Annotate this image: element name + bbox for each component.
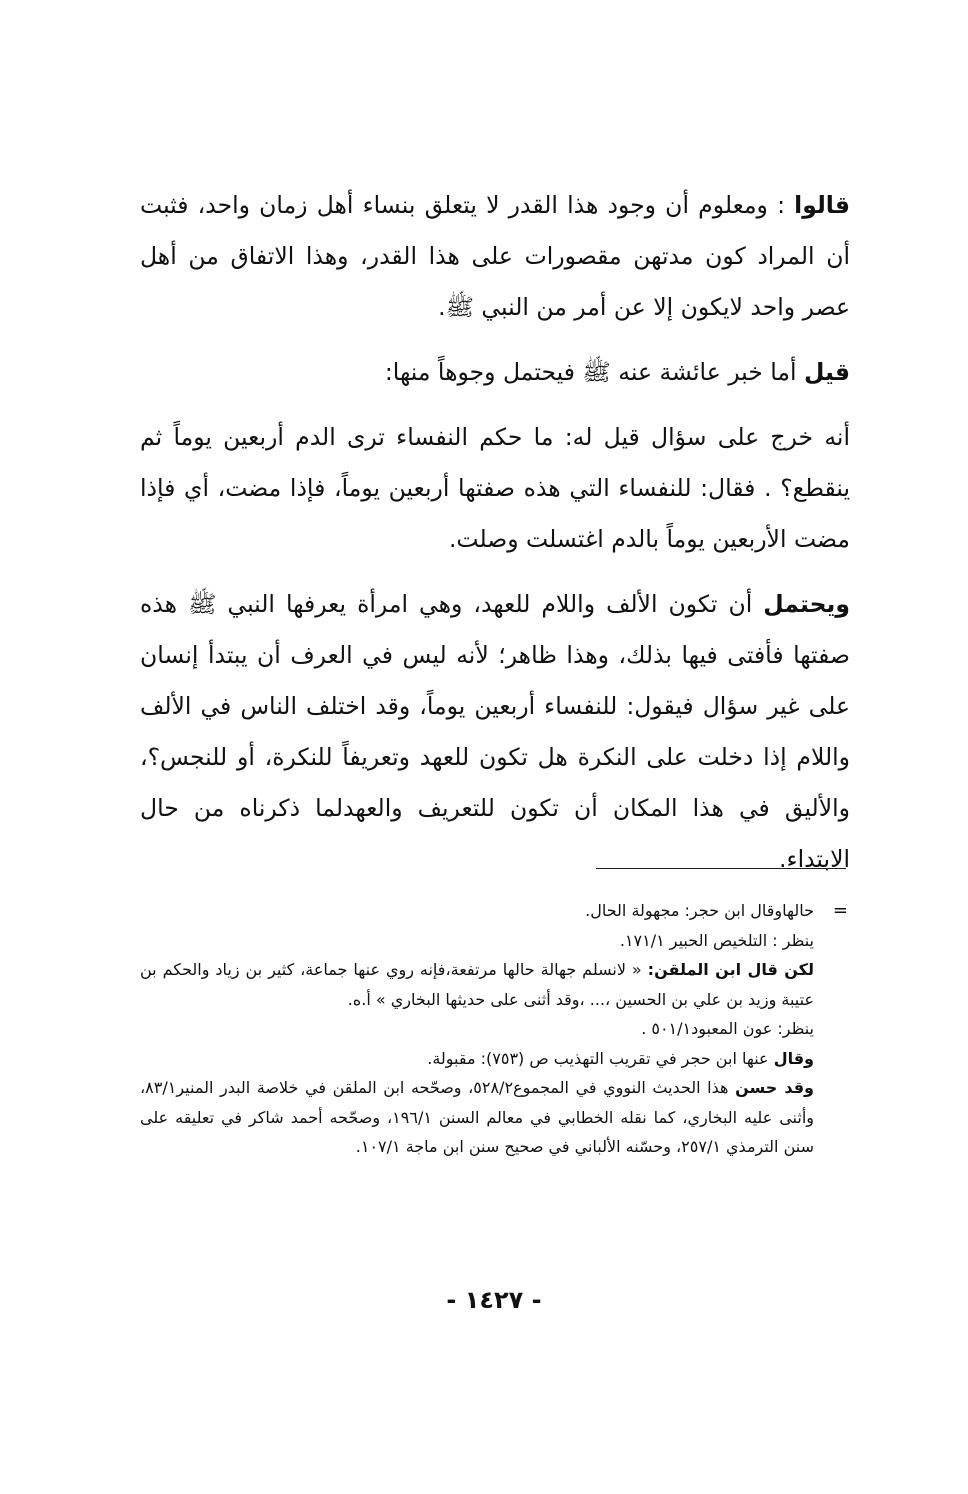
main-text	[140, 180, 850, 899]
footnote-3-text: « لانسلم جهالة حالها مرتفعة،فإنه روي عنها جماعة، كثير بن زياد والحكم بن عتيبة وزيد بن علي بن الحسين ،... ،وقد أثنى على حديثها البخاري » أ.ه.	[140, 960, 814, 1009]
footnote-1-text: حالهاوقال ابن حجر: مجهولة الحال.	[585, 901, 814, 920]
footnote-line-6	[140, 1073, 850, 1162]
footnote-3-lead: لكن قال ابن الملقن:	[647, 960, 814, 979]
paragraph-2-text: أما خبر عائشة عنه ﷺ فيحتمل وجوهاً منها:	[384, 358, 797, 386]
footnote-line-2	[140, 926, 850, 956]
footnote-5-text: عنها ابن حجر في تقريب التهذيب ص (٧٥٣): مقبولة.	[427, 1048, 769, 1068]
footnote-4-text: ينظر: عون المعبود٥٠١/١ .	[641, 1019, 814, 1038]
footnote-5-lead: وقال	[773, 1048, 814, 1068]
paragraph-1-text: : ومعلوم أن وجود هذا القدر لا يتعلق بنساء أهل زمان واحد، فثبت أن المراد كون مدتهن مقصورات على هذا القدر، وهذا الاتفاق من أهل عصر واحد لايكون إلا عن أمر من النبي ﷺ.	[140, 191, 850, 321]
paragraph-1-lead: قالوا	[794, 191, 850, 219]
paragraph-2-lead: قيل	[804, 358, 850, 386]
footnote-line-4	[140, 1014, 850, 1044]
footnote-line-1	[140, 896, 850, 926]
footnotes	[140, 896, 850, 1162]
continuation-mark: =	[832, 900, 848, 921]
footnote-line-3	[140, 955, 850, 1014]
paragraph-4	[140, 579, 850, 885]
footnote-2-text: ينظر : التلخيص الحبير ١٧١/١.	[619, 930, 814, 950]
paragraph-3-text: أنه خرج على سؤال قيل له: ما حكم النفساء ترى الدم أربعين يوماً ثم ينقطع؟ . فقال: للنفساء التي هذه صفتها أربعين يوماً، فإذا مضت، أي فإذا مضت الأربعين يوماً بالدم اغتسلت وصلت.	[140, 423, 850, 553]
footnote-divider	[596, 868, 846, 869]
paragraph-2	[140, 347, 850, 398]
paragraph-4-lead: ويحتمل	[763, 590, 850, 618]
page-number: - ١٤٢٧ -	[446, 1286, 542, 1314]
paragraph-1	[140, 180, 850, 333]
paragraph-4-text: أن تكون الألف واللام للعهد، وهي امرأة يعرفها النبي ﷺ هذه صفتها فأفتى فيها بذلك، وهذا ظاهر؛ لأنه ليس في العرف أن يبتدأ إنسان على غير سؤال فيقول: للنفساء أربعين يوماً، وقد اختلف الناس في الألف واللام إذا دخلت على النكرة هل تكون للعهد وتعريفاً للنكرة، أو للنجس؟، والأليق في هذا المكان أن تكون للتعريف والعهدلما ذكرناه من حال الابتداء.	[140, 590, 850, 873]
footnote-line-5	[140, 1044, 850, 1074]
footnote-6-lead: وقد حسن	[735, 1078, 815, 1097]
paragraph-3	[140, 412, 850, 565]
footnote-6-text: هذا الحديث النووي في المجموع٥٢٨/٢، وصحّحه ابن الملقن في خلاصة البدر المنير٨٣/١، وأثنى عليه البخاري، كما نقله الخطابي في معالم السنن ١٩٦/١، وصحّحه أحمد شاكر في تعليقه على سنن الترمذي ٢٥٧/١، وحسّنه الألباني في صحيح سنن ابن ماجة ١٠٧/١.	[140, 1078, 814, 1156]
